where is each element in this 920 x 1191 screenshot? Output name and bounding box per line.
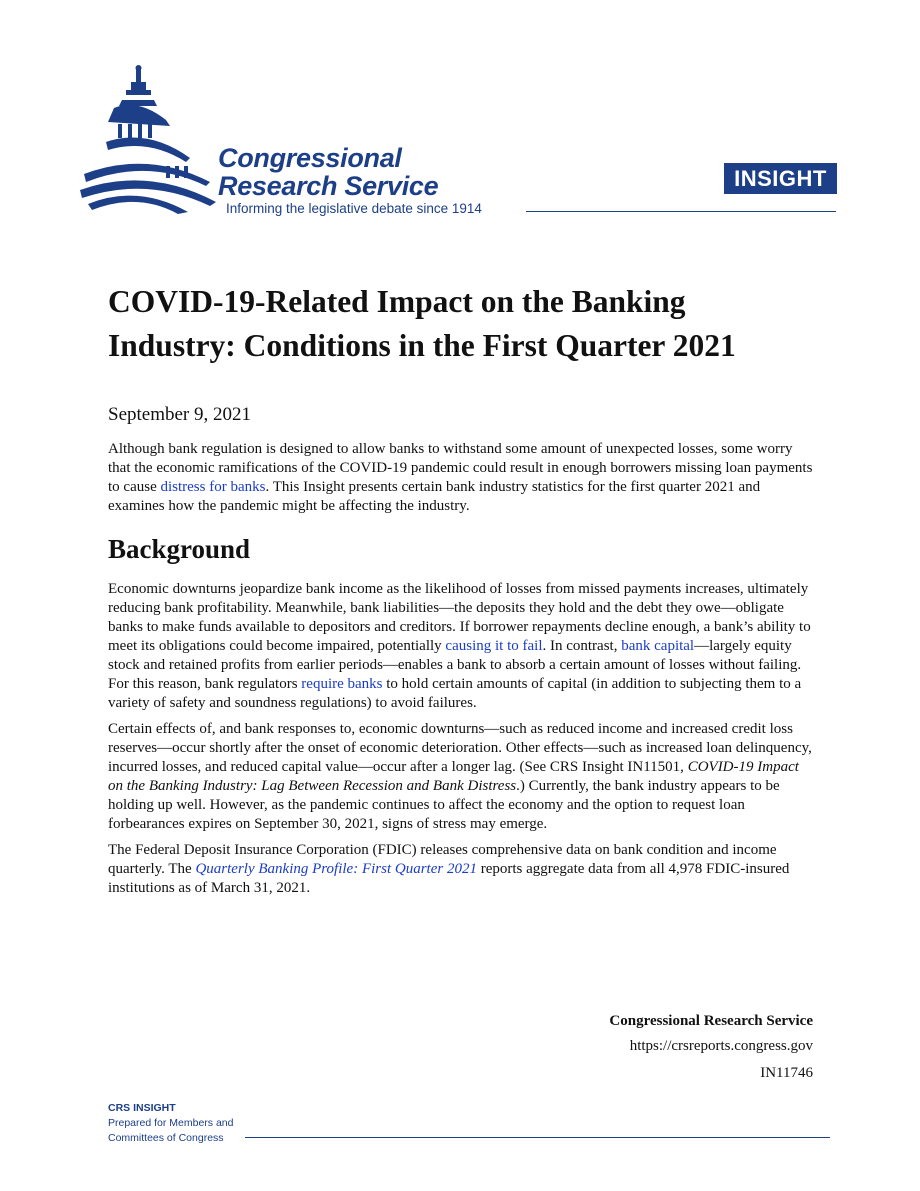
distress-for-banks-link[interactable]: distress for banks xyxy=(160,479,266,495)
section-heading-background: Background xyxy=(108,534,251,564)
bg-p2-text-2: .) Currently, the bank industry appears to be holding up well. However, as the pandemic continues to affect the economy and the option to request loan forbearances expires on September 30, 2021, signs of stress may emerge. xyxy=(108,778,780,832)
quarterly-banking-profile-link[interactable]: Quarterly Banking Profile: First Quarter 2021 xyxy=(195,861,477,877)
footer-crs-insight xyxy=(108,1101,233,1146)
background-body xyxy=(108,580,814,905)
bg-p1-text-1: Economic downturns jeopardize bank income as the likelihood of losses from missed payments increases, ultimately reducing bank profitability. Meanwhile, bank liabilities—the deposits they hold and the debt they owe—obligate banks to make funds available to depositors and creditors. If borrower repayments decline enough, a bank’s ability to meet its obligations could become impaired, potentially xyxy=(108,581,811,654)
footer-rule xyxy=(245,1137,830,1138)
crs-wordmark-line2: Research Service xyxy=(218,171,439,201)
header-rule xyxy=(526,211,836,212)
bank-capital-link[interactable]: bank capital xyxy=(621,638,695,654)
footer-committees: Committees of Congress xyxy=(108,1132,224,1144)
background-paragraph-1 xyxy=(108,580,814,713)
intro-paragraph xyxy=(108,440,814,523)
background-paragraph-3 xyxy=(108,841,814,898)
crs-tagline: Informing the legislative debate since 1914 xyxy=(226,201,482,216)
title-line-1: COVID-19-Related Impact on the Banking xyxy=(108,284,686,319)
causing-it-to-fail-link[interactable]: causing it to fail xyxy=(445,638,543,654)
crs-insight-title: COVID-19 Impact on the Banking Industry: Lag Between Recession and Bank Distress xyxy=(108,759,799,794)
footer-prepared-for: Prepared for Members and xyxy=(108,1117,234,1129)
intro-text-1: Although bank regulation is designed to allow banks to withstand some amount of unexpected losses, some worry that the economic ramifications of the COVID-19 pandemic could result in enough borrowers missing loan payments to cause xyxy=(108,441,813,495)
page-title xyxy=(108,280,828,368)
bg-p1-text-3: —largely equity stock and retained profits from earlier periods—enables a bank to absorb a certain amount of losses without failing. For this reason, bank regulators xyxy=(108,638,802,692)
capitol-dome-logo xyxy=(78,62,218,217)
title-line-2: Industry: Conditions in the First Quarter 2021 xyxy=(108,328,736,363)
bg-p1-text-4: to hold certain amounts of capital (in addition to subjecting them to a variety of safety and soundness regulations) to avoid failures. xyxy=(108,676,802,711)
require-banks-link[interactable]: require banks xyxy=(301,676,383,692)
bg-p3-text-1: The Federal Deposit Insurance Corporation (FDIC) releases comprehensive data on bank condition and income quarterly. The xyxy=(108,842,777,877)
crs-wordmark-line1: Congressional xyxy=(218,143,402,173)
background-paragraph-2 xyxy=(108,720,814,834)
crs-wordmark xyxy=(218,144,438,200)
footer-report-id: IN11746 xyxy=(760,1065,813,1081)
footer-org: Congressional Research Service xyxy=(609,1013,813,1029)
bg-p1-text-2: . In contrast, xyxy=(542,638,622,654)
intro-text-2: . This Insight presents certain bank industry statistics for the first quarter 2021 and examines how the pandemic might be affecting the industry. xyxy=(108,479,761,514)
footer-url[interactable]: https://crsreports.congress.gov xyxy=(629,1038,813,1054)
footer-crs-insight-label: CRS INSIGHT xyxy=(108,1102,176,1114)
publication-date: September 9, 2021 xyxy=(108,404,252,425)
bg-p3-text-2: reports aggregate data from all 4,978 FDIC-insured institutions as of March 31, 2021. xyxy=(108,861,790,896)
insight-badge: INSIGHT xyxy=(724,163,837,194)
bg-p2-text-1: Certain effects of, and bank responses to, economic downturns—such as reduced income and increased credit loss reserves—occur shortly after the onset of economic deterioration. Other effects—such as increased loan delinquency, incurred losses, and reduced capital value—occur after a longer lag. (See CRS Insight IN11501, xyxy=(108,721,812,775)
